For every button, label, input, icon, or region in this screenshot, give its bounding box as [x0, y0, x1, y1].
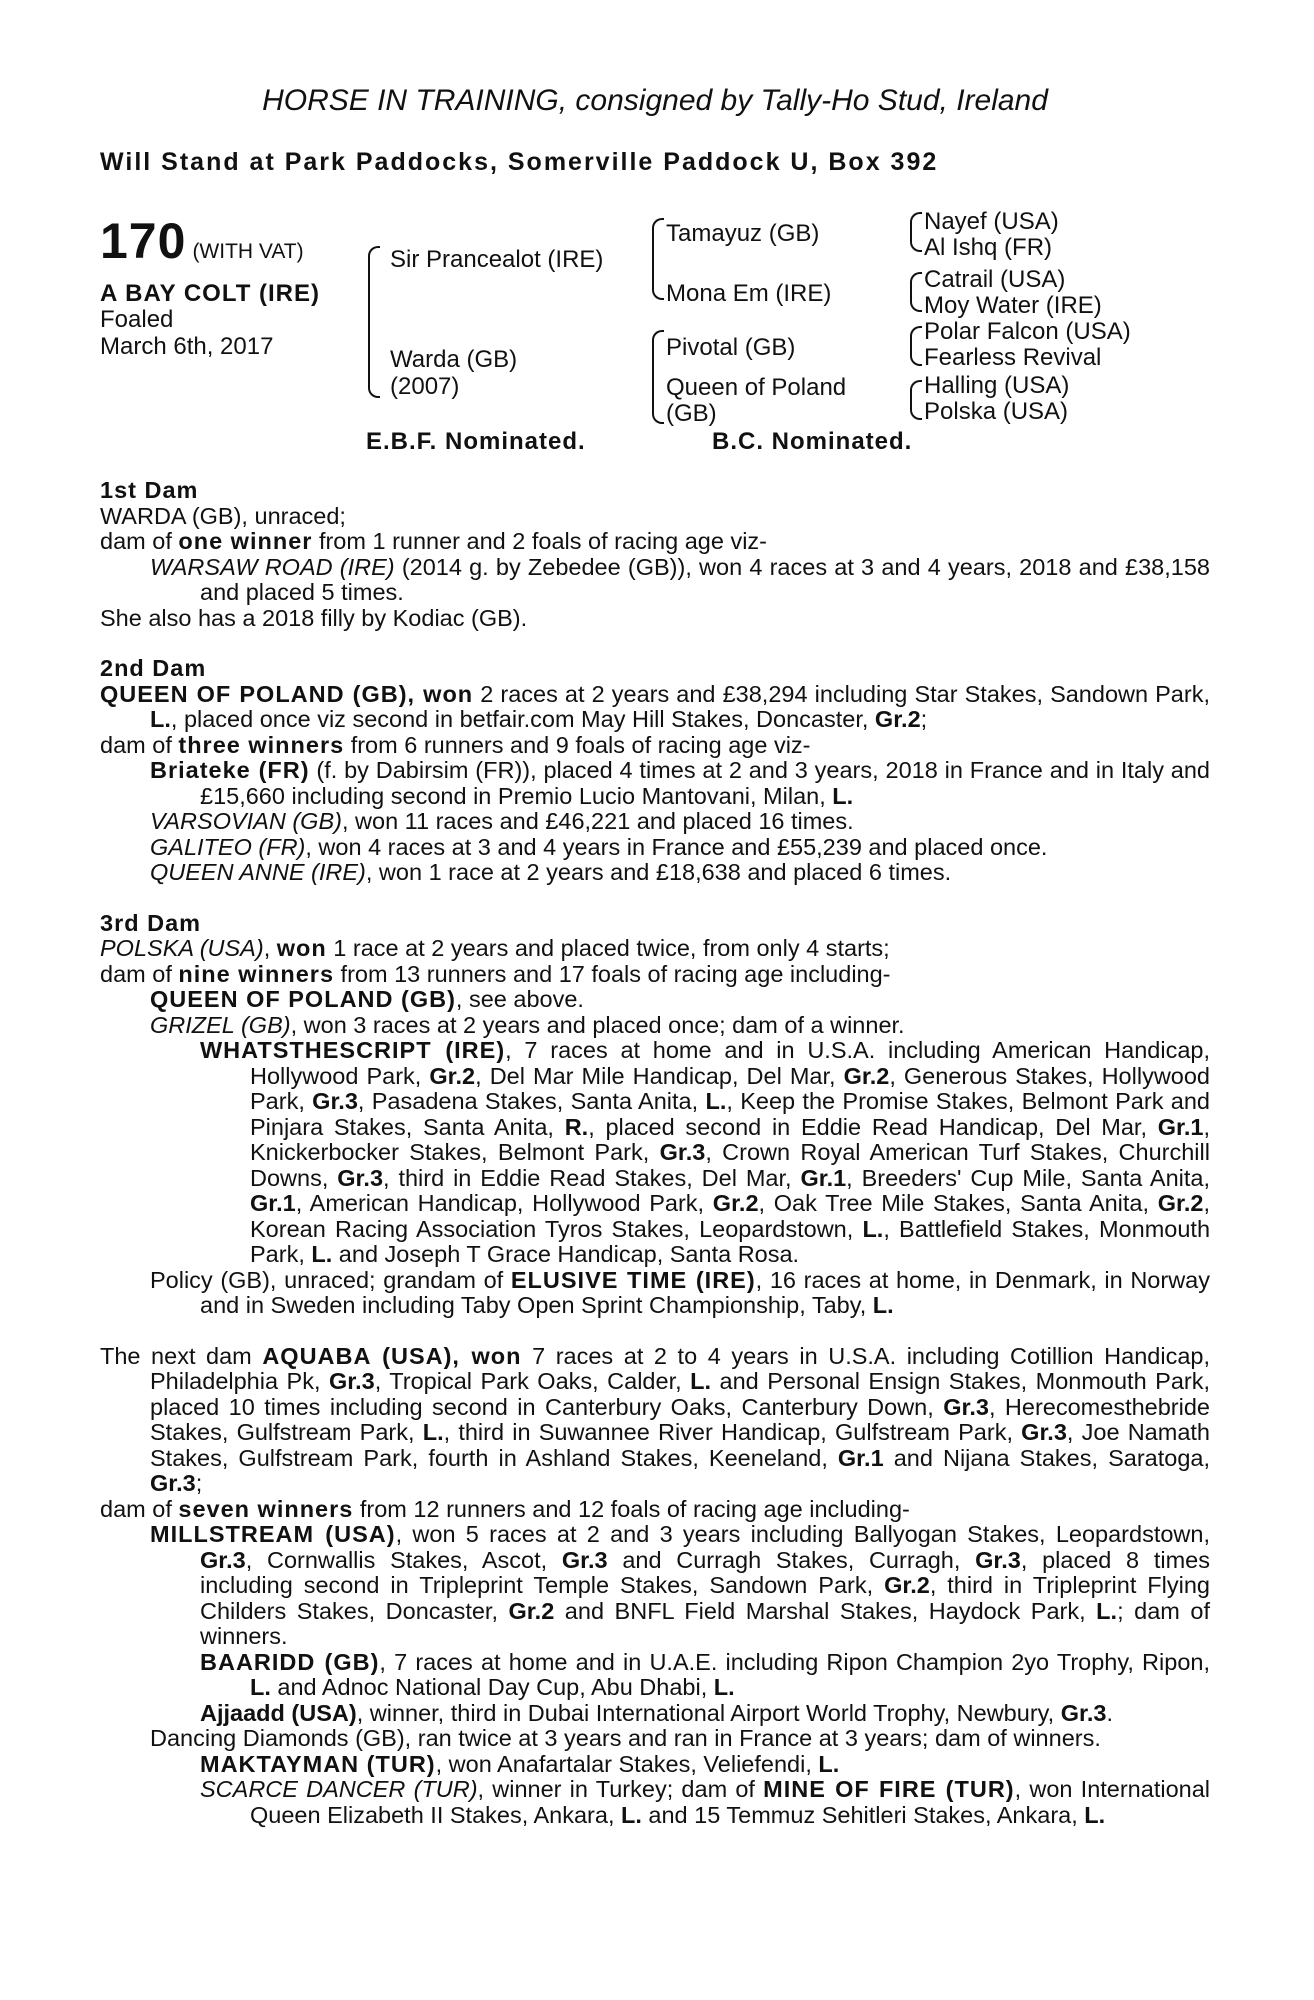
sire: Sir Prancealot (IRE) [390, 246, 604, 273]
second-dam-line: QUEEN ANNE (IRE), won 1 race at 2 years and £18,638 and placed 6 times. [150, 859, 952, 885]
second-dam-line: QUEEN OF POLAND (GB), won 2 races at 2 years and £38,294 including Star Stakes, Sandown Park, L., placed once viz second in betfair.com May Hill Stakes, Doncaster, Gr.2; [100, 680, 1210, 732]
third-dam-line: WHATSTHESCRIPT (IRE), 7 races at home and in U.S.A. including American Handicap, Hollywood Park, Gr.2, Del Mar Mile Handicap, Del Mar, Gr.2, Generous Stakes, Hollywood Park, Gr.3, Pasadena Stakes, Santa Anita, L., Keep the Promise Stakes, Belmont Park and Pinjara Stakes, Santa Anita, R., placed second in Eddie Read Handicap, Del Mar, Gr.1, Knickerbocker Stakes, Belmont Park, Gr.3, Crown Royal American Turf Stakes, Churchill Downs, Gr.3, third in Eddie Read Stakes, Del Mar, Gr.1, Breeders' Cup Mile, Santa Anita, Gr.1, American Handicap, Hollywood Park, Gr.2, Oak Tree Mile Stakes, Santa Anita, Gr.2, Korean Racing Association Tyros Stakes, Leopardstown, L., Battlefield Stakes, Monmouth Park, L. and Joseph T Grace Handicap, Santa Rosa. [200, 1037, 1211, 1267]
next-dam-line: Dancing Diamonds (GB), ran twice at 3 years and ran in France at 3 years; dam of winners. [150, 1725, 1101, 1751]
pedigree-brace [652, 330, 664, 424]
dam-sire: Pivotal (GB) [666, 334, 796, 361]
pedigree-brace [910, 380, 922, 420]
first-dam-line: WARSAW ROAD (IRE) (2014 g. by Zebedee (GB)), won 4 races at 3 and 4 years, 2018 and £38,158 and placed 5 times. [150, 553, 1210, 605]
first-dam-heading: 1st Dam [100, 477, 199, 503]
second-dam-line: dam of three winners from 6 runners and 9 foals of racing age viz- [100, 731, 811, 758]
sire-dam: Mona Em (IRE) [666, 280, 832, 307]
first-dam-line: She also has a 2018 filly by Kodiac (GB). [100, 604, 528, 631]
next-dam-line: MAKTAYMAN (TUR), won Anafartalar Stakes, Veliefendi, L. [200, 1750, 840, 1777]
ancestor-1: Nayef (USA) [924, 208, 1059, 235]
third-dam-heading: 3rd Dam [100, 909, 202, 936]
dam-dam-country: (GB) [666, 400, 717, 427]
first-dam-line: dam of one winner from 1 runner and 2 foals of racing age viz- [100, 528, 767, 554]
pedigree-brace [652, 218, 664, 300]
ancestor-5: Polar Falcon (USA) [924, 318, 1131, 345]
sire-sire: Tamayuz (GB) [666, 220, 820, 247]
pedigree-brace [368, 246, 380, 398]
ancestor-4: Moy Water (IRE) [924, 292, 1102, 319]
next-dam-line: BAARIDD (GB), 7 races at home and in U.A.E. including Ripon Champion 2yo Trophy, Ripon, L. and Adnoc National Day Cup, Abu Dhabi, L. [200, 1648, 1210, 1700]
ancestor-6: Fearless Revival [924, 344, 1102, 371]
dam-dam: Queen of Poland [666, 374, 847, 401]
second-dam-line: Briateke (FR) (f. by Dabirsim (FR)), placed 4 times at 2 and 3 years, 2018 in France and in Italy and £15,660 including second in Premio Lucio Mantovani, Milan, L. [150, 757, 1210, 809]
next-dam-line: The next dam AQUABA (USA), won 7 races at 2 to 4 years in U.S.A. including Cotillion Handicap, Philadelphia Pk, Gr.3, Tropical Park Oaks, Calder, L. and Personal Ensign Stakes, Monmouth Park, placed 10 times including second in Canterbury Oaks, Canterbury Down, Gr.3, Herecomesthebride Stakes, Gulfstream Park, L., third in Suwannee River Handicap, Gulfstream Park, Gr.3, Joe Namath Stakes, Gulfstream Park, fourth in Ashland Stakes, Keeneland, Gr.1 and Nijana Stakes, Saratoga, Gr.3; [100, 1342, 1210, 1496]
third-dam-line: QUEEN OF POLAND (GB), see above. [150, 986, 584, 1012]
ancestor-7: Halling (USA) [924, 372, 1070, 399]
third-dam-line: Policy (GB), unraced; grandam of ELUSIVE TIME (IRE), 16 races at home, in Denmark, in Norway and in Sweden including Taby Open Sprint Championship, Taby, L. [150, 1266, 1210, 1318]
page-title: HORSE IN TRAINING, consigned by Tally-Ho Stud, Ireland [262, 84, 1048, 117]
produce-record [100, 478, 1210, 1828]
ebf-nominated: E.B.F. Nominated. [366, 428, 586, 455]
bc-nominated: B.C. Nominated. [712, 428, 913, 455]
lot-description: A BAY COLT (IRE) [100, 280, 321, 307]
foaled-date: March 6th, 2017 [100, 333, 274, 360]
third-dam-line: dam of nine winners from 13 runners and 17 foals of racing age including- [100, 960, 891, 987]
second-dam-line: VARSOVIAN (GB), won 11 races and £46,221 and placed 16 times. [150, 808, 854, 834]
third-dam-line: POLSKA (USA), won 1 race at 2 years and placed twice, from only 4 starts; [100, 935, 890, 961]
next-dam-line: dam of seven winners from 12 runners and 12 foals of racing age including- [100, 1495, 910, 1522]
foaled-label: Foaled [100, 306, 174, 333]
stand-location: Will Stand at Park Paddocks, Somerville Paddock U, Box 392 [100, 148, 939, 176]
pedigree-brace [910, 326, 922, 366]
lot-number: 170 [100, 213, 187, 269]
next-dam-line: Ajjaadd (USA), winner, third in Dubai International Airport World Trophy, Newbury, Gr.3. [200, 1699, 1113, 1726]
ancestor-2: Al Ishq (FR) [924, 234, 1053, 261]
pedigree-brace [910, 212, 922, 252]
dam-year: (2007) [390, 373, 460, 400]
pedigree-brace [910, 272, 922, 312]
ancestor-3: Catrail (USA) [924, 266, 1066, 293]
third-dam-line: GRIZEL (GB), won 3 races at 2 years and placed once; dam of a winner. [150, 1011, 905, 1038]
lot-vat: (WITH VAT) [192, 240, 304, 263]
second-dam-heading: 2nd Dam [100, 655, 207, 681]
second-dam-line: GALITEO (FR), won 4 races at 3 and 4 years in France and £55,239 and placed once. [150, 833, 1048, 860]
dam: Warda (GB) [390, 346, 518, 373]
lot-number-block [100, 212, 304, 270]
next-dam-line: MILLSTREAM (USA), won 5 races at 2 and 3 years including Ballyogan Stakes, Leopardstown, Gr.3, Cornwallis Stakes, Ascot, Gr.3 and Curragh Stakes, Curragh, Gr.3, placed 8 times including second in Tripleprint Temple Stakes, Sandown Park, Gr.2, third in Tripleprint Flying Childers Stakes, Doncaster, Gr.2 and BNFL Field Marshal Stakes, Haydock Park, L.; dam of winners. [150, 1521, 1210, 1649]
first-dam-line: WARDA (GB), unraced; [100, 502, 346, 529]
ancestor-8: Polska (USA) [924, 398, 1069, 425]
next-dam-line: SCARCE DANCER (TUR), winner in Turkey; dam of MINE OF FIRE (TUR), won International Queen Elizabeth II Stakes, Ankara, L. and 15 Temmuz Sehitleri Stakes, Ankara, L. [200, 1776, 1211, 1828]
